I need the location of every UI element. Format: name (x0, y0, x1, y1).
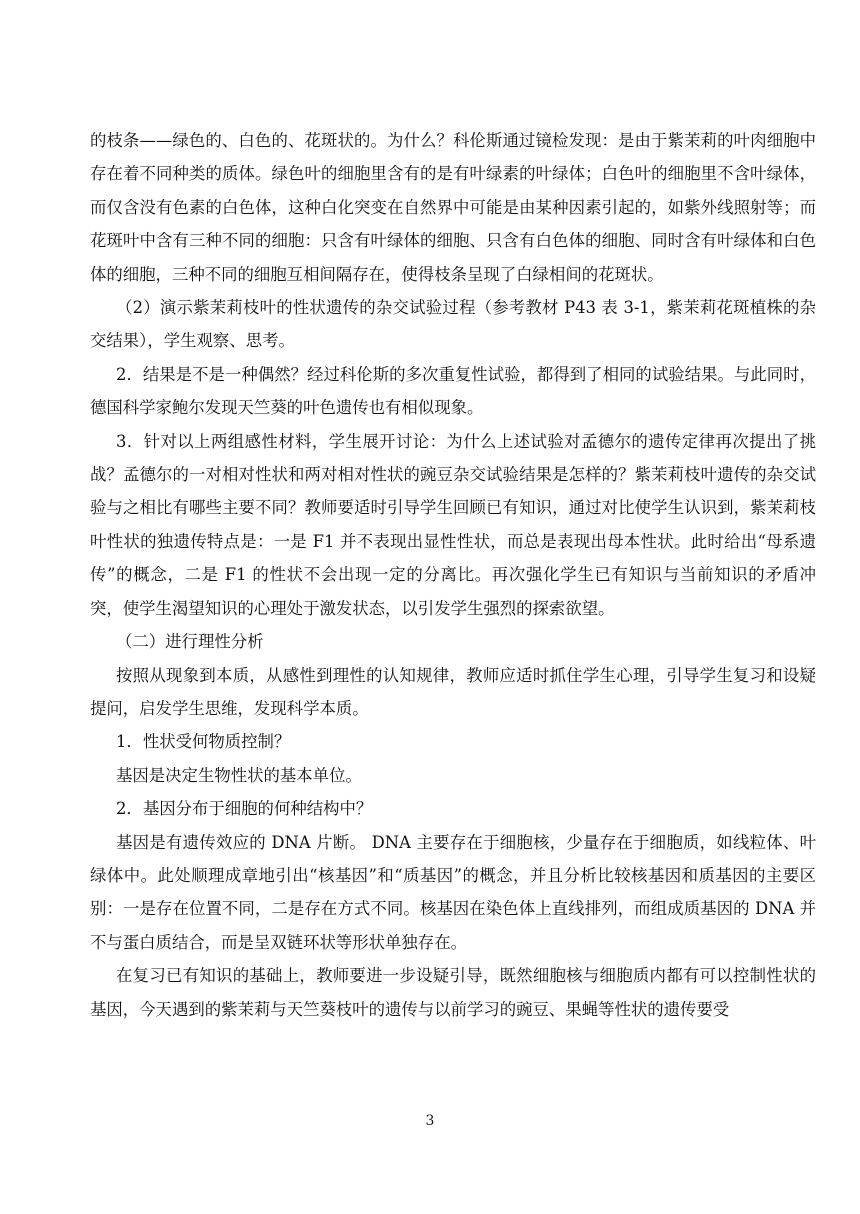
paragraph: 2．结果是不是一种偶然？经过科伦斯的多次重复性试验，都得到了相同的试验结果。与此同时，德国科学家鲍尔发现天竺葵的叶色遗传也有相似现象。 (90, 364, 816, 418)
paragraph: 基因是决定生物性状的基本单位。 (116, 765, 362, 785)
paragraph: 3．针对以上两组感性材料，学生展开讨论：为什么上述试验对孟德尔的遗传定律再次提出了挑战？孟德尔的一对相对性状和两对相对性状的豌豆杂交试验结果是怎样的？紫茉莉枝叶遗传的杂交试验与之相比有哪些主要不同？教师要适时引导学生回顾已有知识，通过对比使学生认识到，紫茉莉枝叶性状的独遗传特点是：一是 F1 并不表现出显性性状，而总是表现出母本性状。此时给出“母系遗传”的概念，二是 F1 的性状不会出现一定的分离比。再次强化学生已有知识与当前知识的矛盾冲突，使学生渴望知识的心理处于激发状态，以引发学生强烈的探索欲望。 (90, 431, 816, 618)
page-number: 3 (425, 1113, 435, 1129)
paragraph: （2）演示紫茉莉枝叶的性状遗传的杂交试验过程（参考教材 P43 表 3-1，紫茉莉花斑植株的杂交结果），学生观察、思考。 (90, 298, 816, 351)
question-heading: 2．基因分布于细胞的何种结构中？ (116, 799, 373, 819)
paragraph: 在复习已有知识的基础上，教师要进一步设疑引导，既然细胞核与细胞质内都有可以控制性状的基因，今天遇到的紫茉莉与天竺葵枝叶的遗传与以前学习的豌豆、果蝇等性状的遗传要受 (90, 966, 816, 1019)
paragraph: 按照从现象到本质，从感性到理性的认知规律，教师应适时抓住学生心理，引导学生复习和设疑提问，启发学生思维，发现科学本质。 (90, 665, 816, 718)
paragraph: 的枝条——绿色的、白色的、花斑状的。为什么？科伦斯通过镜检发现：是由于紫茉莉的叶肉细胞中存在着不同种类的质体。绿色叶的细胞里含有的是有叶绿素的叶绿体；白色叶的细胞里不含叶绿体，而仅含没有色素的白色体，这种白化突变在自然界中可能是由某种因素引起的，如紫外线照射等；而花斑叶中含有三种不同的细胞：只含有叶绿体的细胞、只含有白色体的细胞、同时含有叶绿体和白色体的细胞，三种不同的细胞互相间隔存在，使得枝条呈现了白绿相间的花斑状。 (90, 131, 816, 284)
paragraph: 基因是有遗传效应的 DNA 片断。 DNA 主要存在于细胞核，少量存在于细胞质，如线粒体、叶绿体中。此处顺理成章地引出“核基因”和“质基因”的概念，并且分析比较核基因和质基因的主要区别：一是存在位置不同，二是存在方式不同。核基因在染色体上直线排列，而组成质基因的 DNA 并不与蛋白质结合，而是呈双链环状等形状单独存在。 (90, 832, 816, 952)
question-heading: 1．性状受何物质控制？ (116, 732, 291, 752)
section-heading: （二）进行理性分析 (116, 632, 264, 652)
body-text (90, 124, 816, 1026)
